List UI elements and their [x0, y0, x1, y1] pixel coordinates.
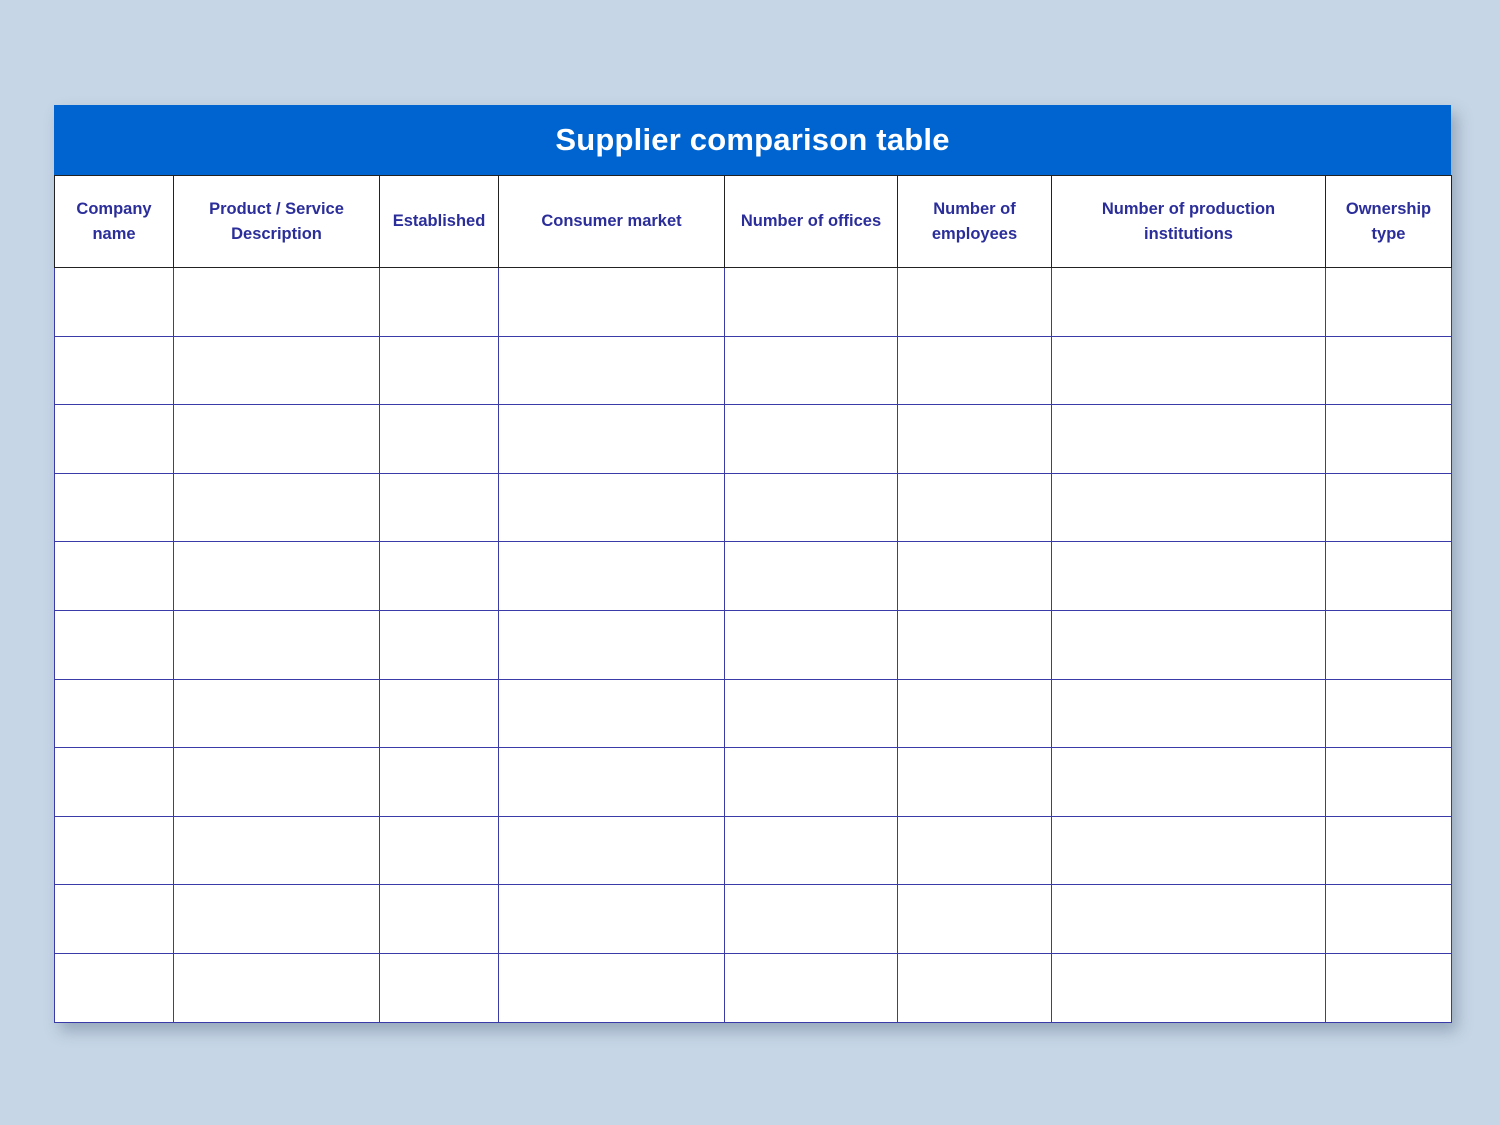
table-cell-company-name[interactable]: [55, 473, 174, 542]
column-header-line: Number of: [933, 199, 1016, 218]
column-header-line: Ownership: [1345, 199, 1432, 218]
table-cell-established[interactable]: [380, 610, 499, 679]
table-cell-number-of-offices[interactable]: [725, 816, 898, 885]
table-cell-ownership-type[interactable]: [1326, 405, 1452, 474]
table-cell-number-of-employees[interactable]: [898, 542, 1052, 611]
table-cell-number-of-production-institutions[interactable]: [1052, 953, 1326, 1022]
table-cell-ownership-type[interactable]: [1326, 748, 1452, 817]
table-cell-number-of-production-institutions[interactable]: [1052, 542, 1326, 611]
table-cell-company-name[interactable]: [55, 885, 174, 954]
column-header-line: institutions: [1144, 224, 1233, 243]
table-cell-number-of-offices[interactable]: [725, 405, 898, 474]
table-cell-number-of-offices[interactable]: [725, 610, 898, 679]
table-cell-consumer-market[interactable]: [499, 953, 725, 1022]
column-header-line: employees: [931, 224, 1018, 243]
table-cell-consumer-market[interactable]: [499, 748, 725, 817]
table-cell-ownership-type[interactable]: [1326, 953, 1452, 1022]
table-cell-number-of-employees[interactable]: [898, 816, 1052, 885]
table-cell-established[interactable]: [380, 816, 499, 885]
supplier-comparison-table: [54, 175, 1452, 1023]
column-header-line: name: [92, 224, 136, 243]
table-cell-company-name[interactable]: [55, 542, 174, 611]
table-cell-established[interactable]: [380, 473, 499, 542]
table-cell-product-service-description[interactable]: [174, 816, 380, 885]
table-cell-number-of-employees[interactable]: [898, 885, 1052, 954]
table-cell-established[interactable]: [380, 336, 499, 405]
table-row: [55, 336, 1452, 405]
table-cell-product-service-description[interactable]: [174, 336, 380, 405]
column-header-line: Number of offices: [740, 212, 882, 230]
table-cell-consumer-market[interactable]: [499, 679, 725, 748]
table-cell-number-of-production-institutions[interactable]: [1052, 679, 1326, 748]
table-cell-company-name[interactable]: [55, 268, 174, 337]
table-cell-product-service-description[interactable]: [174, 473, 380, 542]
table-cell-product-service-description[interactable]: [174, 748, 380, 817]
table-cell-company-name[interactable]: [55, 953, 174, 1022]
table-cell-number-of-employees[interactable]: [898, 679, 1052, 748]
column-header-established[interactable]: [380, 176, 499, 268]
table-cell-number-of-offices[interactable]: [725, 953, 898, 1022]
table-cell-ownership-type[interactable]: [1326, 816, 1452, 885]
table-cell-number-of-production-institutions[interactable]: [1052, 748, 1326, 817]
table-cell-number-of-employees[interactable]: [898, 268, 1052, 337]
table-row: [55, 953, 1452, 1022]
table-cell-number-of-production-institutions[interactable]: [1052, 610, 1326, 679]
table-cell-number-of-offices[interactable]: [725, 885, 898, 954]
column-header-number-of-offices[interactable]: [725, 176, 898, 268]
table-cell-number-of-employees[interactable]: [898, 473, 1052, 542]
column-header-line: Description: [231, 224, 322, 243]
page-title: Supplier comparison table: [555, 122, 950, 157]
table-cell-number-of-employees[interactable]: [898, 748, 1052, 817]
column-header-line: Established: [392, 212, 486, 230]
table-cell-established[interactable]: [380, 542, 499, 611]
table-header-row: [55, 176, 1452, 268]
table-cell-number-of-offices[interactable]: [725, 473, 898, 542]
column-header-product-service-description[interactable]: [174, 176, 380, 268]
table-row: [55, 816, 1452, 885]
table-row: [55, 405, 1452, 474]
table-row: [55, 473, 1452, 542]
column-header-company-name[interactable]: [55, 176, 174, 268]
column-header-line: Company: [76, 199, 152, 218]
table-cell-number-of-employees[interactable]: [898, 610, 1052, 679]
table-body: [55, 268, 1452, 1023]
table-row: [55, 268, 1452, 337]
column-header-number-of-production-institutions[interactable]: [1052, 176, 1326, 268]
table-cell-number-of-production-institutions[interactable]: [1052, 885, 1326, 954]
table-cell-established[interactable]: [380, 679, 499, 748]
table-cell-ownership-type[interactable]: [1326, 679, 1452, 748]
table-cell-ownership-type[interactable]: [1326, 473, 1452, 542]
table-cell-established[interactable]: [380, 268, 499, 337]
table-cell-number-of-offices[interactable]: [725, 542, 898, 611]
column-header-consumer-market[interactable]: [499, 176, 725, 268]
table-cell-number-of-production-institutions[interactable]: [1052, 336, 1326, 405]
column-header-number-of-employees[interactable]: [898, 176, 1052, 268]
table-cell-number-of-production-institutions[interactable]: [1052, 816, 1326, 885]
table-cell-ownership-type[interactable]: [1326, 336, 1452, 405]
table-cell-product-service-description[interactable]: [174, 268, 380, 337]
table-cell-number-of-production-institutions[interactable]: [1052, 405, 1326, 474]
column-header-line: Product / Service: [209, 199, 344, 218]
table-cell-product-service-description[interactable]: [174, 885, 380, 954]
table-cell-ownership-type[interactable]: [1326, 542, 1452, 611]
table-cell-consumer-market[interactable]: [499, 336, 725, 405]
table-cell-ownership-type[interactable]: [1326, 885, 1452, 954]
table-cell-product-service-description[interactable]: [174, 953, 380, 1022]
table-cell-ownership-type[interactable]: [1326, 268, 1452, 337]
table-cell-number-of-employees[interactable]: [898, 405, 1052, 474]
table-cell-product-service-description[interactable]: [174, 679, 380, 748]
table-cell-number-of-offices[interactable]: [725, 336, 898, 405]
table-cell-consumer-market[interactable]: [499, 268, 725, 337]
table-row: [55, 885, 1452, 954]
table-cell-number-of-offices[interactable]: [725, 748, 898, 817]
column-header-line: type: [1371, 224, 1406, 243]
table-cell-number-of-employees[interactable]: [898, 953, 1052, 1022]
table-cell-number-of-employees[interactable]: [898, 336, 1052, 405]
table-cell-number-of-offices[interactable]: [725, 268, 898, 337]
table-cell-established[interactable]: [380, 405, 499, 474]
table-cell-established[interactable]: [380, 885, 499, 954]
table-cell-product-service-description[interactable]: [174, 405, 380, 474]
table-cell-established[interactable]: [380, 953, 499, 1022]
column-header-line: Consumer market: [541, 212, 682, 230]
table-row: [55, 679, 1452, 748]
table-row: [55, 748, 1452, 817]
spreadsheet-sheet: [54, 105, 1451, 1023]
table-cell-consumer-market[interactable]: [499, 473, 725, 542]
table-cell-number-of-production-institutions[interactable]: [1052, 473, 1326, 542]
table-cell-consumer-market[interactable]: [499, 816, 725, 885]
table-cell-product-service-description[interactable]: [174, 542, 380, 611]
table-cell-company-name[interactable]: [55, 610, 174, 679]
table-row: [55, 610, 1452, 679]
table-cell-established[interactable]: [380, 748, 499, 817]
table-cell-company-name[interactable]: [55, 748, 174, 817]
table-cell-number-of-offices[interactable]: [725, 679, 898, 748]
table-cell-consumer-market[interactable]: [499, 405, 725, 474]
table-cell-consumer-market[interactable]: [499, 610, 725, 679]
table-cell-number-of-production-institutions[interactable]: [1052, 268, 1326, 337]
table-cell-ownership-type[interactable]: [1326, 610, 1452, 679]
table-cell-consumer-market[interactable]: [499, 885, 725, 954]
table-cell-company-name[interactable]: [55, 679, 174, 748]
table-cell-company-name[interactable]: [55, 405, 174, 474]
column-header-ownership-type[interactable]: [1326, 176, 1452, 268]
table-cell-consumer-market[interactable]: [499, 542, 725, 611]
table-cell-company-name[interactable]: [55, 816, 174, 885]
table-row: [55, 542, 1452, 611]
table-cell-company-name[interactable]: [55, 336, 174, 405]
title-bar: [54, 105, 1451, 175]
table-cell-product-service-description[interactable]: [174, 610, 380, 679]
column-header-line: Number of production: [1101, 199, 1276, 218]
